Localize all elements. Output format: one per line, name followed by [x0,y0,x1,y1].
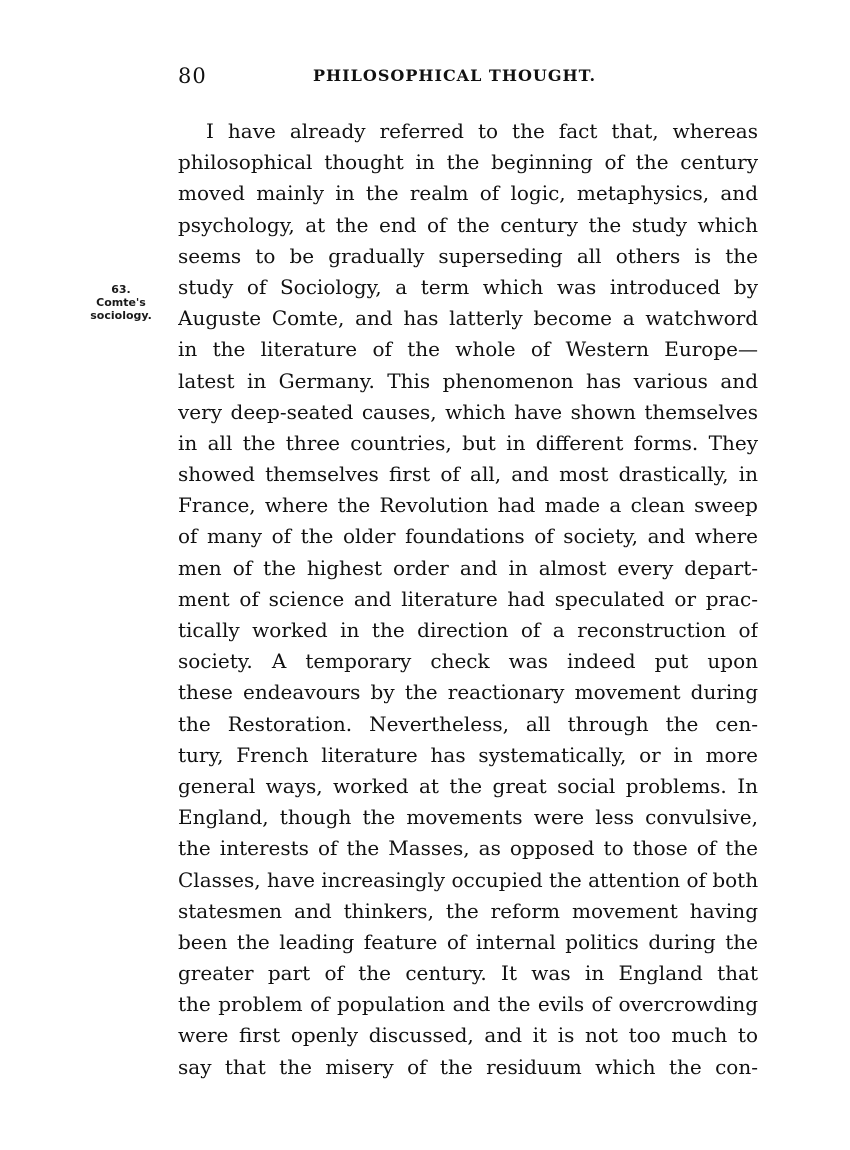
text-line: seems to be gradually superseding all others is the [178,243,758,268]
running-title: PHILOSOPHICAL THOUGHT. [313,66,597,85]
text-line: men of the highest order and in almost every depart- [178,555,758,580]
text-line: in the literature of the whole of Western Europe— [178,337,758,362]
text-line: these endeavours by the reactionary movement during [178,680,758,705]
text-line: study of Sociology, a term which was introduced by [178,274,758,299]
text-line: say that the misery of the residuum which the con- [178,1054,758,1079]
text-line: psychology, at the end of the century the study which [178,212,758,237]
text-line: the Restoration. Nevertheless, all through the cen- [178,711,758,736]
margin-note-line-1: Comte's [96,296,146,309]
running-head [178,64,758,92]
text-line: I have already referred to the fact that, whereas [206,119,758,143]
margin-note [86,283,156,322]
text-line: greater part of the century. It was in England that [178,961,758,986]
text-line: of many of the older foundations of society, and where [178,524,758,549]
text-line: moved mainly in the realm of logic, metaphysics, and [178,181,758,206]
text-line: been the leading feature of internal politics during the [178,929,758,954]
text-line: ment of science and literature had speculated or prac- [178,586,758,611]
text-line: tury, French literature has systematically, or in more [178,742,758,767]
margin-note-number: 63. [111,283,131,296]
margin-note-line-2: sociology. [90,309,152,322]
text-line: the interests of the Masses, as opposed to those of the [178,836,758,861]
page-number: 80 [178,64,207,88]
text-line: were first openly discussed, and it is not too much to [178,1023,758,1048]
text-line: statesmen and thinkers, the reform movement having [178,898,758,923]
text-line: tically worked in the direction of a reconstruction of [178,618,758,642]
body-paragraph [178,116,758,1083]
text-line: general ways, worked at the great social problems. In [178,773,758,798]
text-line: Classes, have increasingly occupied the attention of both [178,867,758,892]
text-line: philosophical thought in the beginning of the century [178,150,758,175]
text-line: in all the three countries, but in different forms. They [178,430,758,455]
text-line: latest in Germany. This phenomenon has various and [178,368,758,393]
text-line: France, where the Revolution had made a clean sweep [178,493,758,518]
text-line: the problem of population and the evils of overcrowding [178,992,758,1017]
text-line: England, though the movements were less convulsive, [178,805,758,830]
text-line: very deep-seated causes, which have shown themselves [178,399,758,424]
text-line: Auguste Comte, and has latterly become a watchword [178,306,758,331]
text-line: society. A temporary check was indeed put upon [178,649,758,674]
text-line: showed themselves first of all, and most drastically, in [178,462,758,487]
